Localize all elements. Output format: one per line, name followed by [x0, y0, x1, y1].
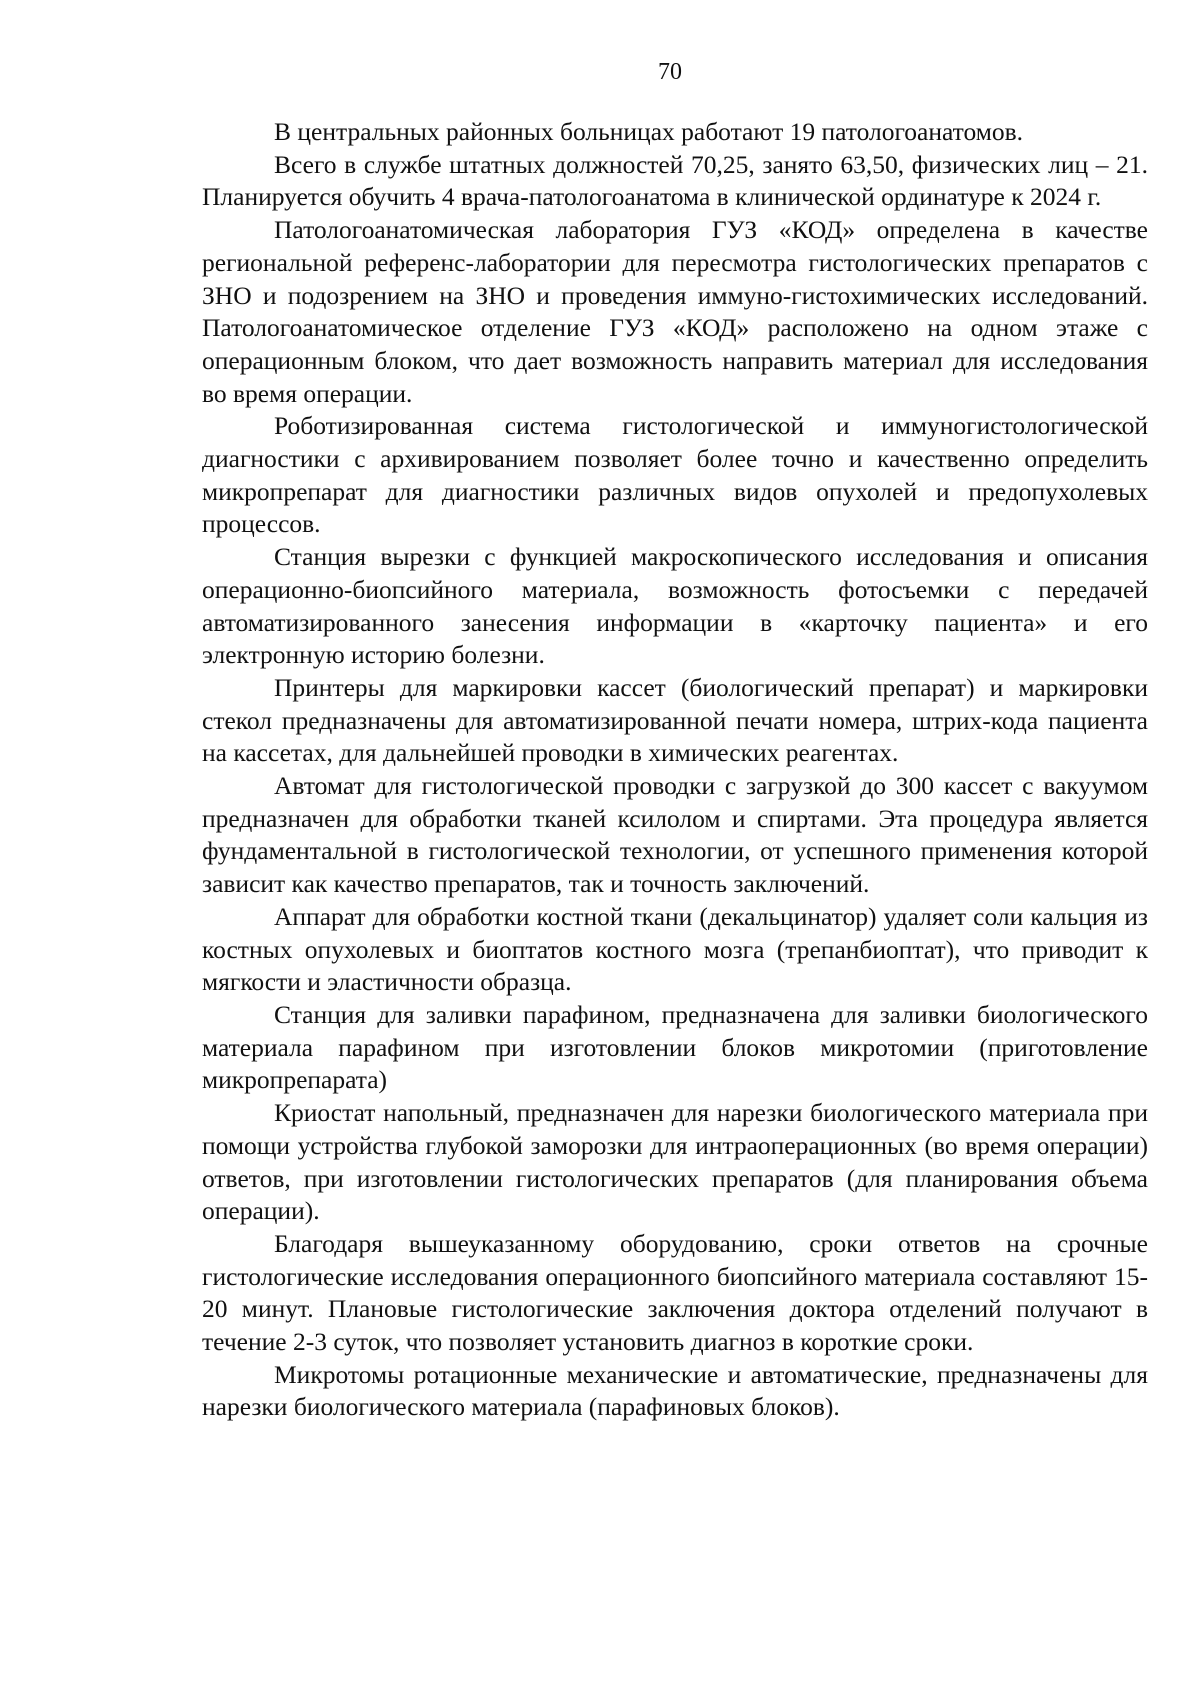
paragraph-microtomes: Микротомы ротационные механические и автоматические, предназначены для нарезки биологического материала (парафиновых блоков). [202, 1359, 1148, 1422]
paragraph-decalcifier: Аппарат для обработки костной ткани (декальцинатор) удаляет соли кальция из костных опухолевых и биоптатов костного мозга (трепанбиоптат), что приводит к мягкости и эластичности образца. [202, 901, 1148, 997]
paragraph-cryostat: Криостат напольный, предназначен для нарезки биологического материала при помощи устройства глубокой заморозки для интраоперационных (во время операции) ответов, при изготовлении гистологических препаратов (для планирования объема операции). [202, 1098, 1148, 1226]
paragraph-staffing: Всего в службе штатных должностей 70,25, занято 63,50, физических лиц – 21. Планируется обучить 4 врача-патологоанатома в клинической ординатуре к 2024 г. [202, 149, 1148, 212]
paragraph-printers: Принтеры для маркировки кассет (биологический препарат) и маркировки стекол предназначены для автоматизированной печати номера, штрих-кода пациента на кассетах, для дальнейшей проводки в химических реагентах. [202, 672, 1148, 768]
paragraph-cutting-station: Станция вырезки с функцией макроскопического исследования и описания операционно-биопсийного материала, возможность фотосъемки с передачей автоматизированного занесения информации в «карточку пациента» и его электронную историю болезни. [202, 542, 1148, 670]
paragraph-robotic-system: Роботизированная система гистологической и иммуногистологической диагностики с архивированием позволяет более точно и качественно определить микропрепарат для диагностики различных видов опухолей и предопухолевых процессов. [202, 411, 1148, 539]
page-number: 70 [658, 59, 682, 85]
paragraph-embedding-station: Станция для заливки парафином, предназначена для заливки биологического материала парафином при изготовлении блоков микротомии (приготовление микропрепарата) [202, 999, 1148, 1095]
paragraph-tissue-processor: Автомат для гистологической проводки с загрузкой до 300 кассет с вакуумом предназначен для обработки тканей ксилолом и спиртами. Эта процедура является фундаментальной в гистологической технологии, от успешного применения которой зависит как качество препаратов, так и точность заключений. [202, 771, 1148, 899]
paragraph-pathologists-count: В центральных районных больницах работают 19 патологоанатомов. [274, 117, 1024, 146]
document-body [202, 116, 1148, 1424]
paragraph-response-times: Благодаря вышеуказанному оборудованию, сроки ответов на срочные гистологические исследования операционного биопсийного материала составляют 15-20 минут. Плановые гистологические заключения доктора отделений получают в течение 2-3 суток, что позволяет установить диагноз в короткие сроки. [202, 1228, 1148, 1357]
paragraph-reference-laboratory: Патологоанатомическая лаборатория ГУЗ «КОД» определена в качестве региональной референс-лаборатории для пересмотра гистологических препаратов с ЗНО и подозрением на ЗНО и проведения иммуно-гистохимических исследований. Патологоанатомическое отделение ГУЗ «КОД» расположено на одном этаже с операционным блоком, что дает возможность направить материал для исследования во время операции. [202, 215, 1148, 408]
